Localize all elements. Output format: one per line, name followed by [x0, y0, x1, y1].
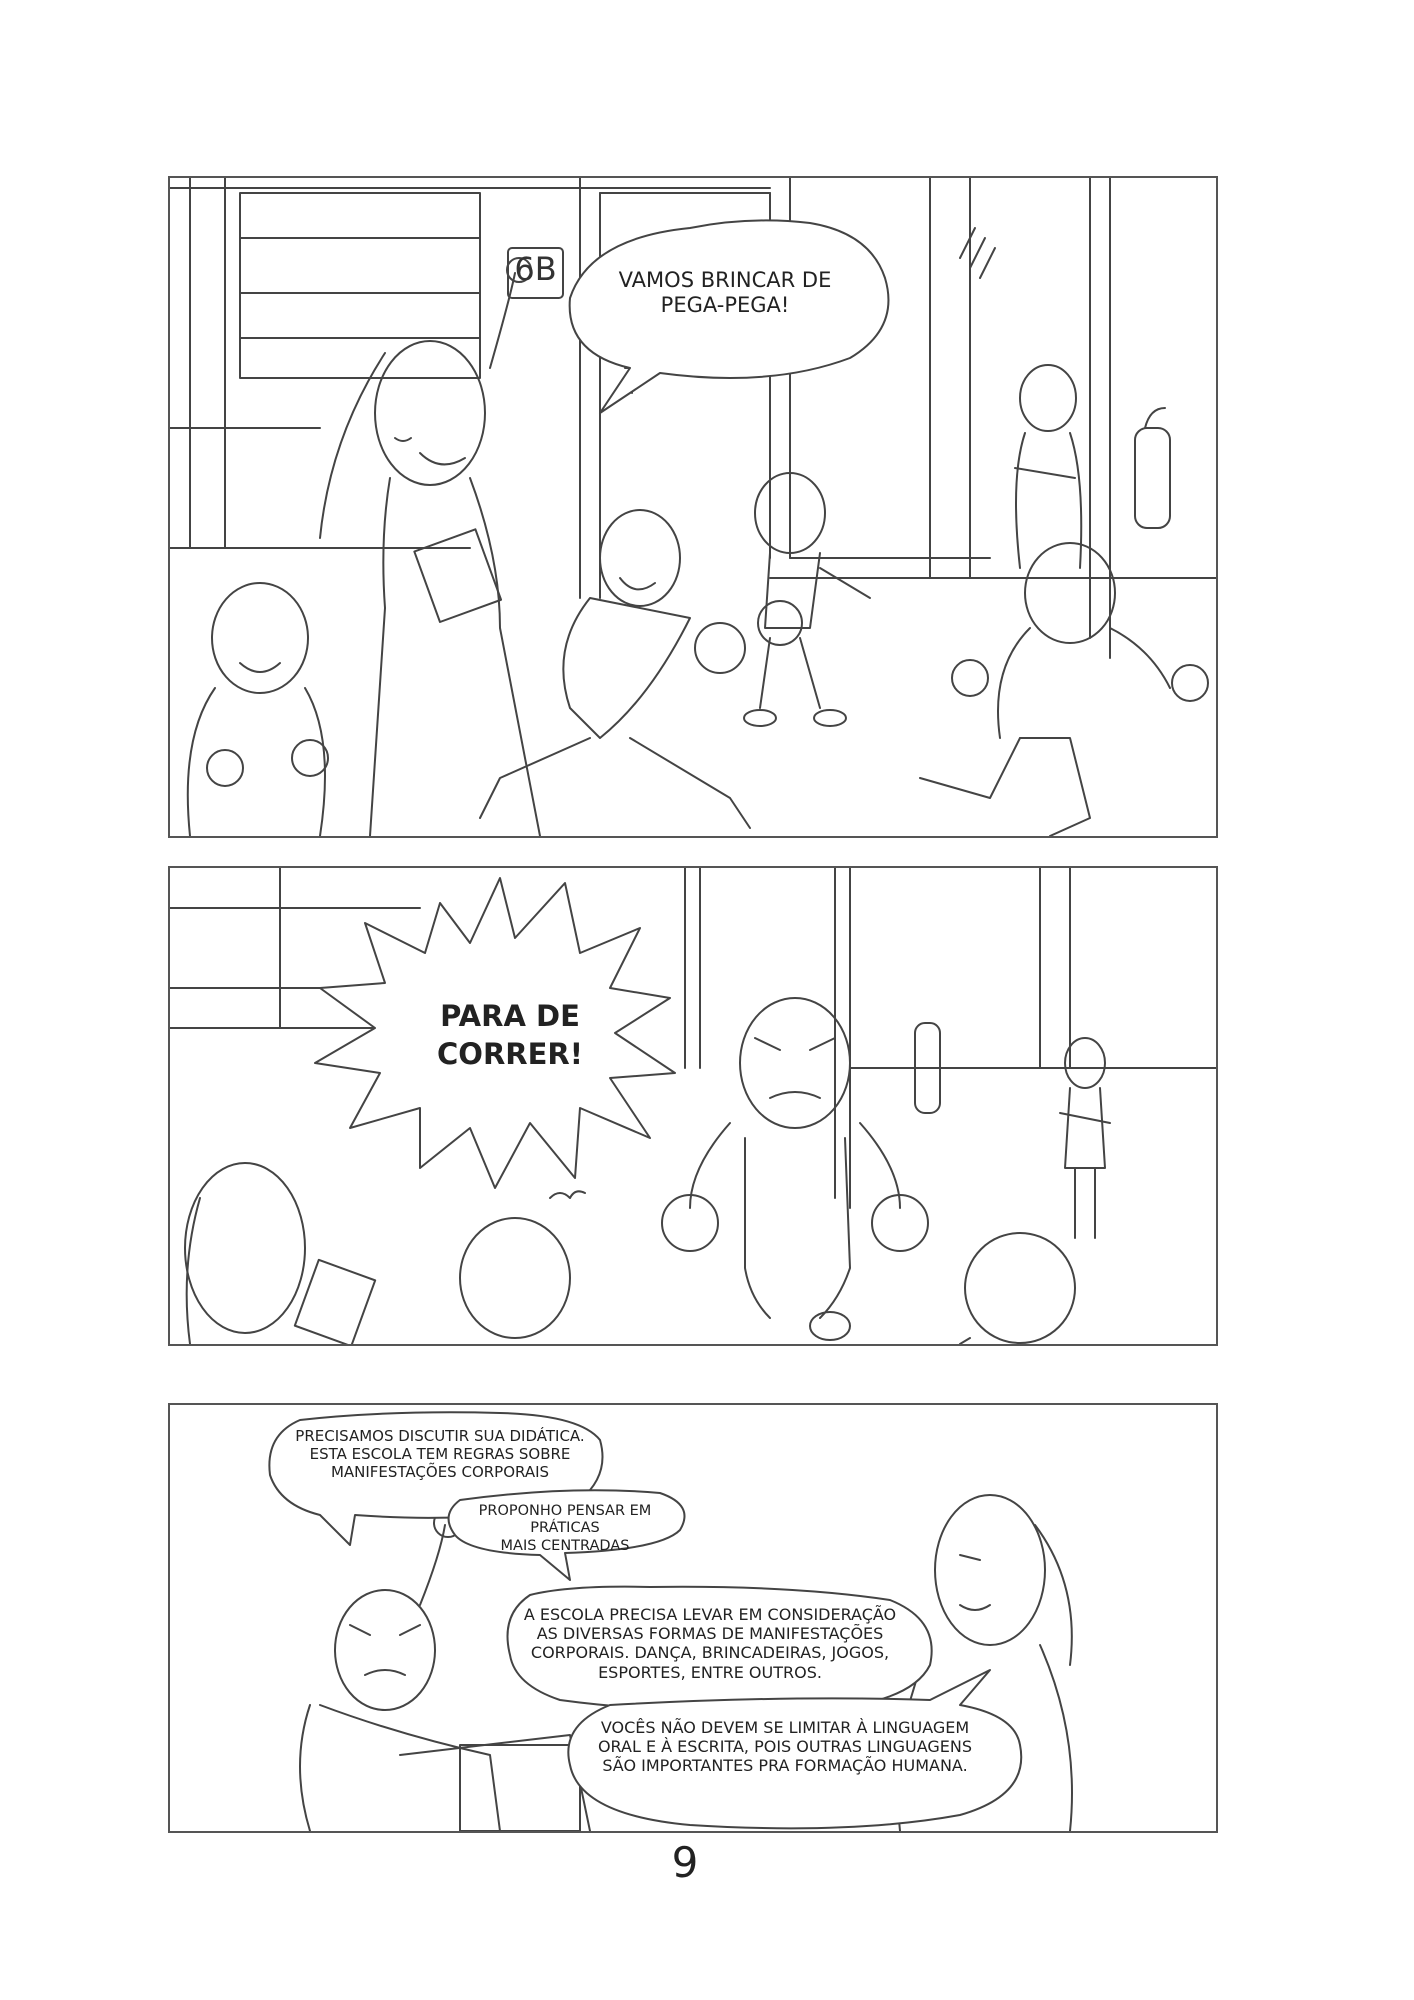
- panel-2: [168, 866, 1218, 1346]
- teacher-surprised: [185, 1163, 375, 1344]
- panel-2-artwork: [170, 868, 1216, 1344]
- child-girl: [744, 473, 870, 726]
- corridor-wall: [170, 868, 1216, 1208]
- child-left: [188, 583, 328, 836]
- page-number: 9: [671, 1838, 699, 1887]
- child-right: [920, 543, 1208, 836]
- speech-balloon-text: A ESCOLA PRECISA LEVAR EM CONSIDERAÇÃO AS DIVERSAS FORMAS DE MANIFESTAÇÕES CORPORAIS. DANÇA, BRINCADEIRAS, JOGOS, ESPORTES, ENTRE OUTROS.: [523, 1605, 897, 1682]
- principal-peeking: [1015, 365, 1081, 568]
- door-sign: 6B: [514, 250, 557, 288]
- speech-balloon-text: VAMOS BRINCAR DE PEGA-PEGA!: [618, 268, 832, 318]
- panel-1: [168, 176, 1218, 838]
- panel-3: [168, 1403, 1218, 1833]
- child-foreground-right: [960, 1233, 1075, 1344]
- principal-figure: [662, 998, 928, 1340]
- child-back-of-head: [460, 1191, 585, 1338]
- shout-balloon-text: PARA DE CORRER!: [437, 999, 583, 1071]
- speech-balloon-text: PROPONHO PENSAR EM PRÁTICAS MAIS CENTRADAS: [478, 1503, 652, 1554]
- speech-balloon-text: VOCÊS NÃO DEVEM SE LIMITAR À LINGUAGEM ORAL E À ESCRITA, POIS OUTRAS LINGUAGENS SÃO IMPORTANTES PRA FORMAÇÃO HUMANA.: [597, 1718, 973, 1776]
- fire-extinguisher: [1135, 428, 1170, 528]
- speech-balloon-text: PRECISAMOS DISCUTIR SUA DIDÁTICA. ESTA ESCOLA TEM REGRAS SOBRE MANIFESTAÇÕES CORPORAIS: [295, 1427, 585, 1481]
